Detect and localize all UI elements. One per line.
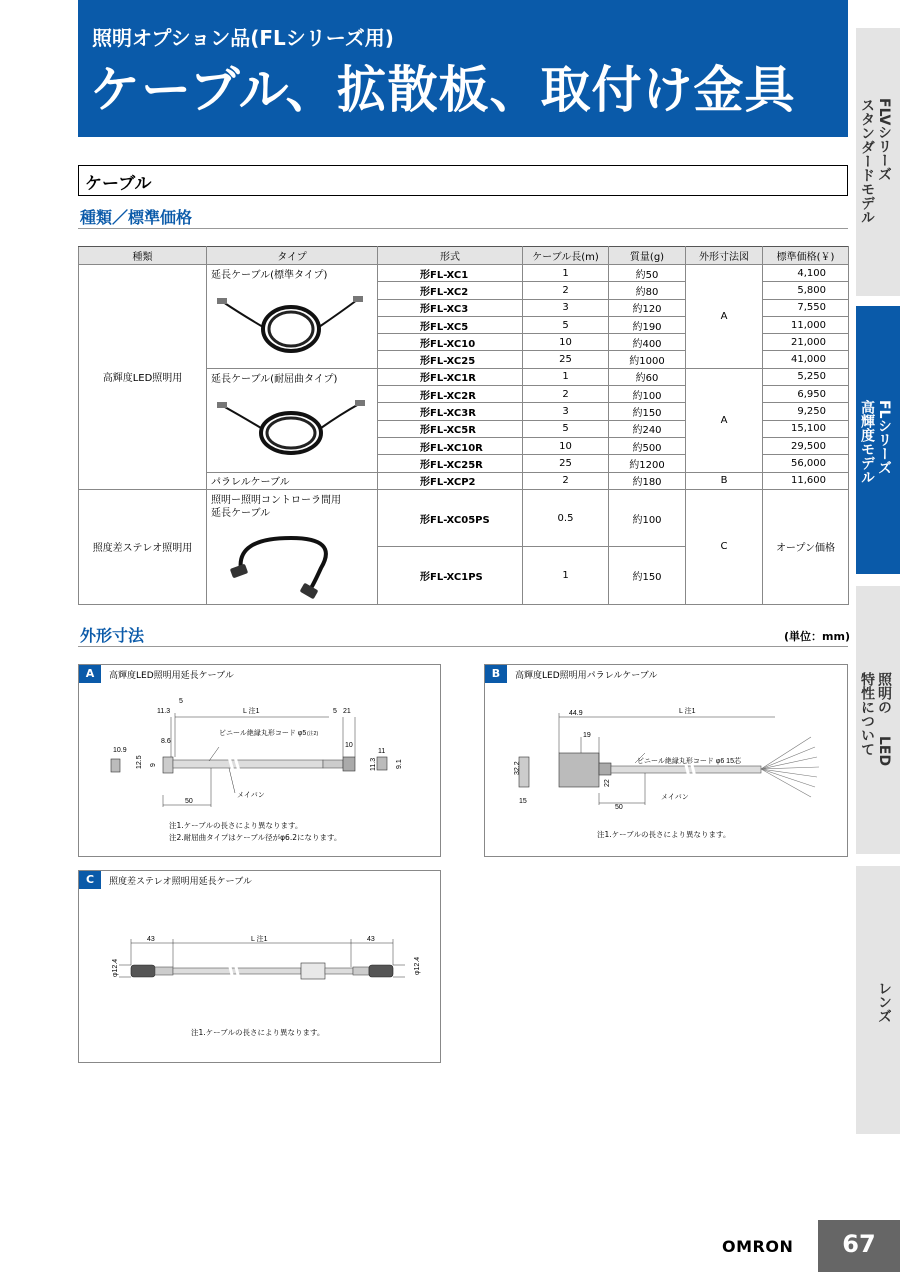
- dim-b-19: 19: [583, 732, 591, 739]
- cell-model: 形FL-XC5R: [378, 420, 523, 437]
- side-tab-led-extra: LED: [876, 736, 892, 767]
- dim-c-len: L 注1: [251, 936, 268, 943]
- cell-mass: 約150: [609, 547, 686, 605]
- side-tab-flv[interactable]: [856, 28, 900, 296]
- cell-model: 形FL-XC05PS: [378, 489, 523, 547]
- cell-length: 0.5: [523, 489, 609, 547]
- dim-b-15: 15: [519, 798, 527, 805]
- cell-type-ctrl: [207, 489, 378, 604]
- dim-a-125: 12.5: [136, 755, 143, 769]
- diagram-c-note1: 注1.ケーブルの長さにより異なります。: [191, 1028, 325, 1037]
- cell-length: 5: [523, 420, 609, 437]
- cell-length: 2: [523, 386, 609, 403]
- diagram-b-title: 高輝度LED照明用パラレルケーブル: [515, 671, 658, 681]
- diagram-c: [78, 870, 441, 1063]
- cell-mass: 約400: [609, 334, 686, 351]
- side-tab-flv-label: FLVシリーズ スタンダードモデル: [859, 98, 892, 224]
- diagram-a-note2: 注2.耐屈曲タイプはケーブル径がφ6.2になります。: [169, 833, 342, 842]
- cell-model: 形FL-XC1PS: [378, 547, 523, 605]
- cell-length: 2: [523, 282, 609, 299]
- dim-b-cord: ビニール絶縁丸形コード φ6 15芯: [637, 758, 741, 765]
- table-row: [79, 489, 849, 547]
- dim-a-9: 9: [150, 763, 157, 767]
- side-tab-lens-label: レンズ: [876, 981, 892, 1023]
- cell-length: 25: [523, 455, 609, 472]
- dim-b-449: 44.9: [569, 710, 583, 717]
- side-tab-led-line1: 照明の 特性について: [859, 672, 892, 756]
- cell-length: 1: [523, 547, 609, 605]
- cable-coil-image: [211, 386, 371, 466]
- cell-mass: 約80: [609, 282, 686, 299]
- cell-type-ext-flex: [207, 368, 378, 472]
- diagram-c-title: 照度差ステレオ照明用延長ケーブル: [109, 877, 252, 887]
- dim-a-11: 11: [378, 748, 386, 755]
- spec-table: [78, 246, 849, 605]
- page-subtitle: 照明オプション品(FLシリーズ用): [92, 26, 394, 50]
- cell-model: 形FL-XC2: [378, 282, 523, 299]
- dim-b-50: 50: [615, 804, 623, 811]
- cell-price: 5,250: [763, 368, 849, 385]
- type-ctrl-label: 照明ー照明コントローラ間用 延長ケーブル: [211, 494, 341, 519]
- cell-kind-led: 高輝度LED照明用: [79, 265, 207, 490]
- th-model: 形式: [378, 247, 523, 265]
- cell-model: 形FL-XC1R: [378, 368, 523, 385]
- dim-a-maypan: メイバン: [237, 792, 265, 799]
- cell-mass: 約100: [609, 489, 686, 547]
- cell-price: 41,000: [763, 351, 849, 368]
- cell-price: 56,000: [763, 455, 849, 472]
- cell-model: 形FL-XC10: [378, 334, 523, 351]
- cell-kind-stereo: 照度差ステレオ照明用: [79, 489, 207, 604]
- cell-mass: 約500: [609, 437, 686, 454]
- cell-model: 形FL-XCP2: [378, 472, 523, 489]
- section-types-heading: 種類／標準価格: [80, 208, 193, 227]
- diagram-b-note1: 注1.ケーブルの長さにより異なります。: [597, 830, 731, 839]
- type-ext-flex-label: 延長ケーブル(耐屈曲タイプ): [211, 373, 338, 385]
- diagram-c-tag: C: [79, 871, 101, 889]
- diagram-a-tag: A: [79, 665, 101, 683]
- side-tab-lens[interactable]: [856, 866, 900, 1134]
- cell-price: 4,100: [763, 265, 849, 282]
- cell-length: 10: [523, 437, 609, 454]
- diagram-a: [78, 664, 441, 857]
- dim-b-maypan: メイバン: [661, 794, 689, 801]
- cell-model: 形FL-XC1: [378, 265, 523, 282]
- cell-model: 形FL-XC3: [378, 299, 523, 316]
- omron-logo: OMRON: [722, 1237, 794, 1256]
- cell-price: 11,600: [763, 472, 849, 489]
- cell-mass: 約1200: [609, 455, 686, 472]
- cell-type-parallel: パラレルケーブル: [207, 472, 378, 489]
- table-row: [79, 265, 849, 282]
- unit-label: (単位：mm): [784, 630, 850, 643]
- cell-mass: 約180: [609, 472, 686, 489]
- dim-c-phi-r: φ12.4: [414, 956, 421, 975]
- dim-a-len: L 注1: [243, 708, 260, 715]
- dim-a-109: 10.9: [113, 747, 127, 754]
- dim-a-21: 21: [343, 708, 351, 715]
- cell-length: 5: [523, 316, 609, 333]
- section-types-rule: [78, 228, 848, 229]
- dim-a-5: 5: [179, 698, 183, 705]
- dim-b-322: 32.2: [514, 761, 521, 775]
- dim-a-10: 10: [345, 742, 353, 749]
- cell-price: 11,000: [763, 316, 849, 333]
- section-dims-heading: 外形寸法: [80, 626, 145, 645]
- side-tab-led[interactable]: [856, 586, 900, 854]
- dim-a-91: 9.1: [396, 759, 403, 769]
- cell-length: 25: [523, 351, 609, 368]
- cable-round-image: [211, 520, 371, 600]
- cell-dim-c: C: [686, 489, 763, 604]
- dim-a-113b: 11.3: [370, 757, 377, 771]
- dim-a-cord: ビニール絶縁丸形コード φ5: [219, 730, 307, 737]
- cell-model: 形FL-XC3R: [378, 403, 523, 420]
- cell-model: 形FL-XC5: [378, 316, 523, 333]
- cell-model: 形FL-XC10R: [378, 437, 523, 454]
- cell-length: 2: [523, 472, 609, 489]
- diagram-b: [484, 664, 848, 857]
- dim-b-22: 22: [604, 779, 611, 787]
- cell-open-price: オープン価格: [763, 489, 849, 604]
- header-banner: [78, 0, 848, 137]
- side-tab-fl[interactable]: [856, 306, 900, 574]
- cell-price: 21,000: [763, 334, 849, 351]
- cell-mass: 約240: [609, 420, 686, 437]
- th-type: タイプ: [207, 247, 378, 265]
- cell-length: 3: [523, 403, 609, 420]
- cell-mass: 約1000: [609, 351, 686, 368]
- cable-coil-image: [211, 282, 371, 362]
- type-ext-std-label: 延長ケーブル(標準タイプ): [211, 270, 328, 281]
- th-mass: 質量(g): [609, 247, 686, 265]
- cell-dim-b: B: [686, 472, 763, 489]
- dim-a-86: 8.6: [161, 738, 171, 745]
- cell-length: 10: [523, 334, 609, 351]
- th-length: ケーブル長(m): [523, 247, 609, 265]
- cell-price: 7,550: [763, 299, 849, 316]
- page-title: ケーブル、拡散板、取付け金具: [90, 61, 796, 119]
- cell-mass: 約190: [609, 316, 686, 333]
- cell-dim-a: A: [686, 368, 763, 472]
- section-cable-heading: ケーブル: [78, 165, 848, 196]
- section-dims-rule: [78, 646, 848, 647]
- dim-c-43b: 43: [367, 936, 375, 943]
- dim-b-len: L 注1: [679, 708, 696, 715]
- cell-model: 形FL-XC2R: [378, 386, 523, 403]
- diagram-a-title: 高輝度LED照明用延長ケーブル: [109, 671, 234, 681]
- cell-length: 3: [523, 299, 609, 316]
- dim-a-50: 50: [185, 798, 193, 805]
- dim-c-phi-l: φ12.4: [112, 958, 119, 977]
- th-kind: 種類: [79, 247, 207, 265]
- diagram-b-tag: B: [485, 665, 507, 683]
- cell-price: 5,800: [763, 282, 849, 299]
- th-dim: 外形寸法図: [686, 247, 763, 265]
- diagram-a-note1: 注1.ケーブルの長さにより異なります。: [169, 821, 303, 830]
- table-header-row: [79, 247, 849, 265]
- cell-mass: 約100: [609, 386, 686, 403]
- cell-type-ext-std: [207, 265, 378, 369]
- cell-price: 9,250: [763, 403, 849, 420]
- dim-a-5b: 5: [333, 708, 337, 715]
- side-tab-fl-label: FLシリーズ 高輝度モデル: [859, 400, 892, 484]
- cell-model: 形FL-XC25R: [378, 455, 523, 472]
- dim-a-cord-note: (注2): [307, 731, 319, 737]
- cell-mass: 約60: [609, 368, 686, 385]
- cell-price: 6,950: [763, 386, 849, 403]
- cell-mass: 約50: [609, 265, 686, 282]
- cell-mass: 約120: [609, 299, 686, 316]
- cell-dim-a: A: [686, 265, 763, 369]
- cell-price: 29,500: [763, 437, 849, 454]
- cell-price: 15,100: [763, 420, 849, 437]
- th-price: 標準価格(￥): [763, 247, 849, 265]
- page-number: 67: [818, 1220, 900, 1272]
- cell-length: 1: [523, 368, 609, 385]
- dim-c-43a: 43: [147, 936, 155, 943]
- cell-model: 形FL-XC25: [378, 351, 523, 368]
- cell-mass: 約150: [609, 403, 686, 420]
- cell-length: 1: [523, 265, 609, 282]
- dim-a-113: 11.3: [157, 708, 171, 715]
